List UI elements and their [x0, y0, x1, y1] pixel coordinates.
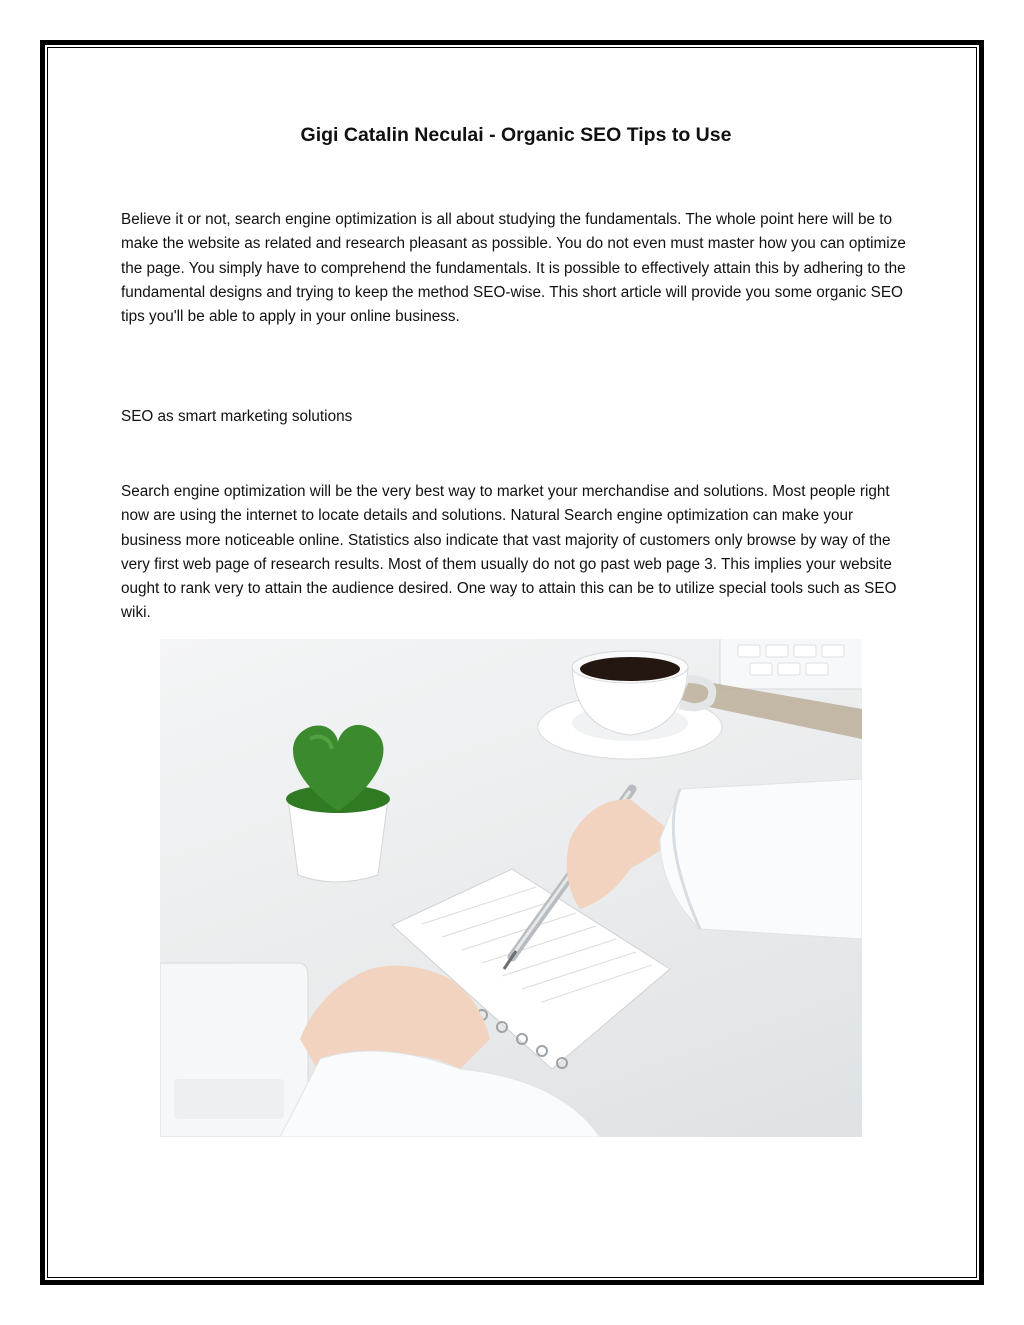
hand-illustration: [567, 779, 862, 939]
keyboard-illustration: [720, 639, 862, 689]
intro-paragraph: Believe it or not, search engine optimization is all about studying the fundamentals. The whole point here will be to make the website as related and research pleasant as possible. You do not even must master how you can optimize the page. You simply have to comprehend the fundamentals. It is possible to effectively attain this by adhering to the fundamental designs and trying to keep the method SEO-wise. This short article will provide you some organic SEO tips you'll be able to apply in your online business.: [121, 211, 906, 326]
coffee-cup-illustration: [538, 651, 722, 759]
stock-photo-writing-notebook: [160, 639, 862, 1137]
marketing-paragraph: Search engine optimization will be the very best way to market your merchandise and solutions. Most people right now are using the internet to locate details and solutions. Natural Search engine optimization can make your business more noticeable online. Statistics also indicate that vast majority of customers only browse by way of the very first web page of research results. Most of them usually do not go past web page 3. This implies your website ought to rank very to attain the audience desired. One way to attain this can be to utilize special tools such as SEO wiki.: [121, 483, 897, 622]
document-title: Gigi Catalin Neculai - Organic SEO Tips to Use: [300, 124, 732, 146]
laptop-illustration: [160, 963, 308, 1137]
heart-plant-illustration: [286, 725, 390, 882]
section-subheading: SEO as smart marketing solutions: [121, 408, 353, 425]
